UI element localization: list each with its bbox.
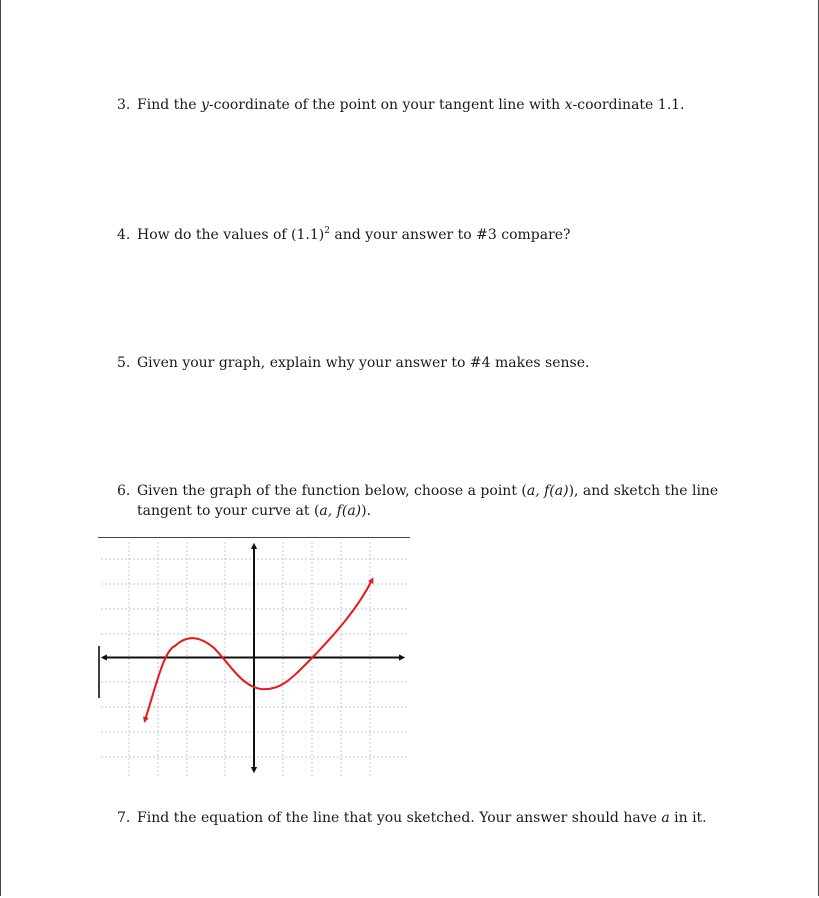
question-7-text-part-2: in it. <box>669 810 707 826</box>
question-4-exponent: 2 <box>324 226 330 236</box>
function-graph <box>96 536 412 782</box>
question-3-text-part-1: Find the <box>137 97 201 113</box>
question-4-number: 4. <box>117 227 131 243</box>
question-6-line-1-pre: Given the graph of the function below, choose a point ( <box>137 483 527 499</box>
question-6-number: 6. <box>117 483 131 499</box>
question-4-text-part-1: How do the values of (1.1) <box>137 227 325 243</box>
question-6 <box>117 481 718 521</box>
question-5 <box>117 353 589 373</box>
function-curve <box>145 580 372 720</box>
question-7-number: 7. <box>117 810 131 826</box>
question-6-line-2-pre: tangent to your curve at ( <box>137 503 320 519</box>
question-6-line-1-post: ), and sketch the line <box>568 483 719 499</box>
question-3-text-part-3: -coordinate 1.1. <box>572 97 685 113</box>
question-5-number: 5. <box>117 355 131 371</box>
question-7-text-part-1: Find the equation of the line that you sketched. Your answer should have <box>137 810 662 826</box>
question-3-number: 3. <box>117 97 131 113</box>
question-3-text-part-2: -coordinate of the point on your tangent line with <box>208 97 565 113</box>
question-7-var-a: a <box>661 810 670 826</box>
question-3-var-y: y <box>201 97 209 113</box>
question-6-line-2-post: ). <box>361 503 372 519</box>
question-7 <box>117 808 707 828</box>
question-5-text: Given your graph, explain why your answer to #4 makes sense. <box>137 355 590 371</box>
question-6-line-2 <box>117 501 718 521</box>
question-6-line-2-math: a, f(a) <box>319 503 362 519</box>
question-3-var-x: x <box>564 97 573 113</box>
question-6-line-1-math: a, f(a) <box>526 483 569 499</box>
question-4-text-part-2: and your answer to #3 compare? <box>329 227 571 243</box>
question-4 <box>117 225 571 245</box>
question-3 <box>117 95 685 115</box>
